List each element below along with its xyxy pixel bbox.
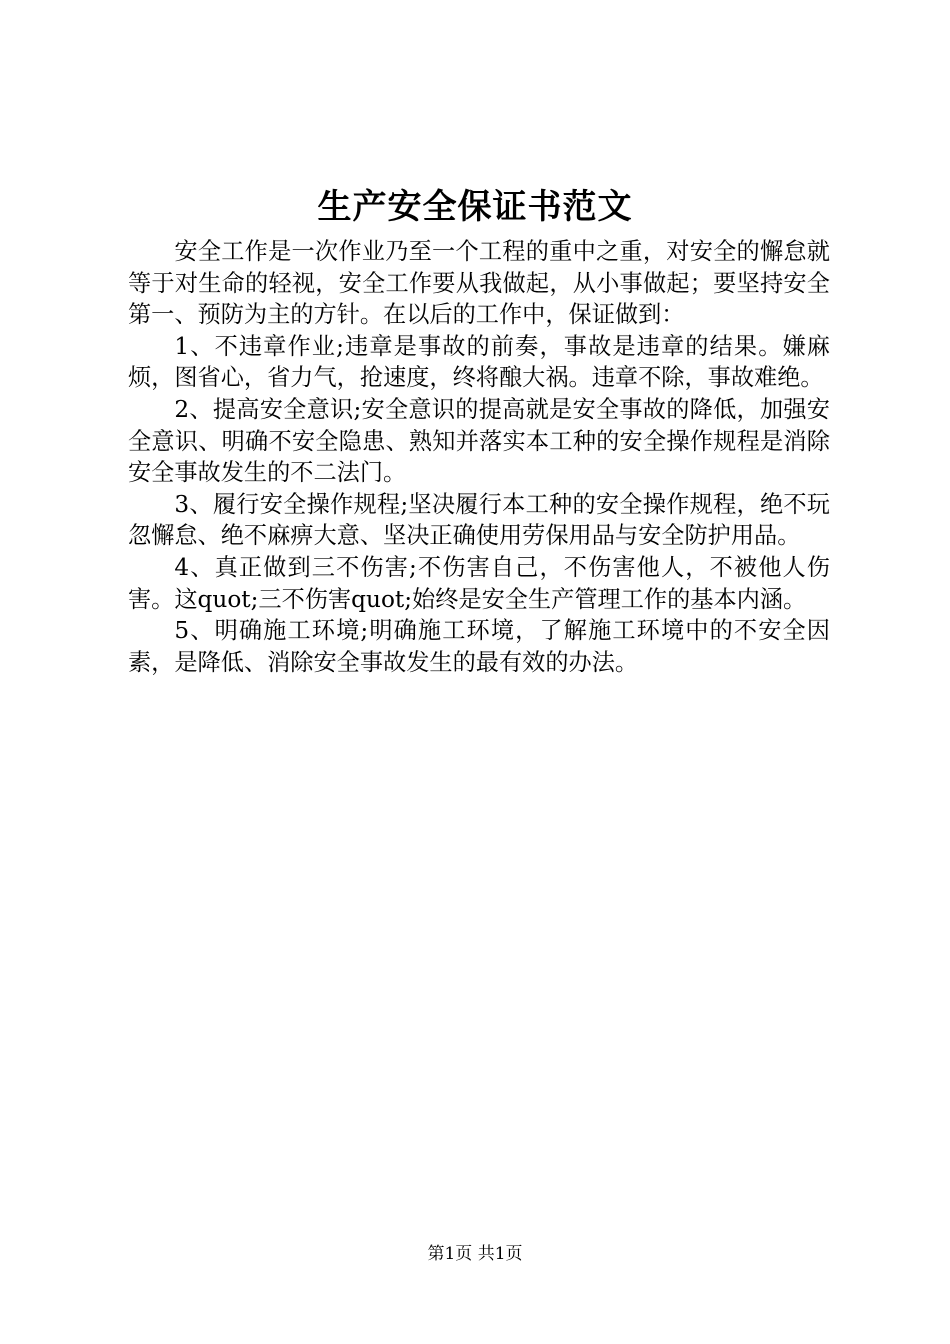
clause-paragraph-2: 2、提高安全意识;安全意识的提高就是安全事故的降低，加强安全意识、明确不安全隐患、熟知并落实本工种的安全操作规程是消除安全事故发生的不二法门。 bbox=[128, 395, 830, 487]
document-body bbox=[128, 236, 830, 678]
clause-paragraph-1: 1、不违章作业;违章是事故的前奏，事故是违章的结果。嫌麻烦，图省心，省力气，抢速度，终将酿大祸。违章不除，事故难绝。 bbox=[128, 332, 830, 392]
intro-paragraph: 安全工作是一次作业乃至一个工程的重中之重，对安全的懈怠就等于对生命的轻视，安全工作要从我做起，从小事做起；要坚持安全第一、预防为主的方针。在以后的工作中，保证做到： bbox=[128, 238, 830, 329]
page-footer: 第1页 共1页 bbox=[427, 1244, 523, 1264]
clause-paragraph-4: 4、真正做到三不伤害;不伤害自己，不伤害他人，不被他人伤害。这quot;三不伤害quot;始终是安全生产管理工作的基本内涵。 bbox=[128, 553, 830, 613]
clause-paragraph-3: 3、履行安全操作规程;坚决履行本工种的安全操作规程，绝不玩忽懈怠、绝不麻痹大意、坚决正确使用劳保用品与安全防护用品。 bbox=[128, 490, 830, 550]
document-title: 生产安全保证书范文 bbox=[317, 187, 633, 227]
clause-paragraph-5: 5、明确施工环境;明确施工环境，了解施工环境中的不安全因素，是降低、消除安全事故发生的最有效的办法。 bbox=[128, 617, 830, 676]
